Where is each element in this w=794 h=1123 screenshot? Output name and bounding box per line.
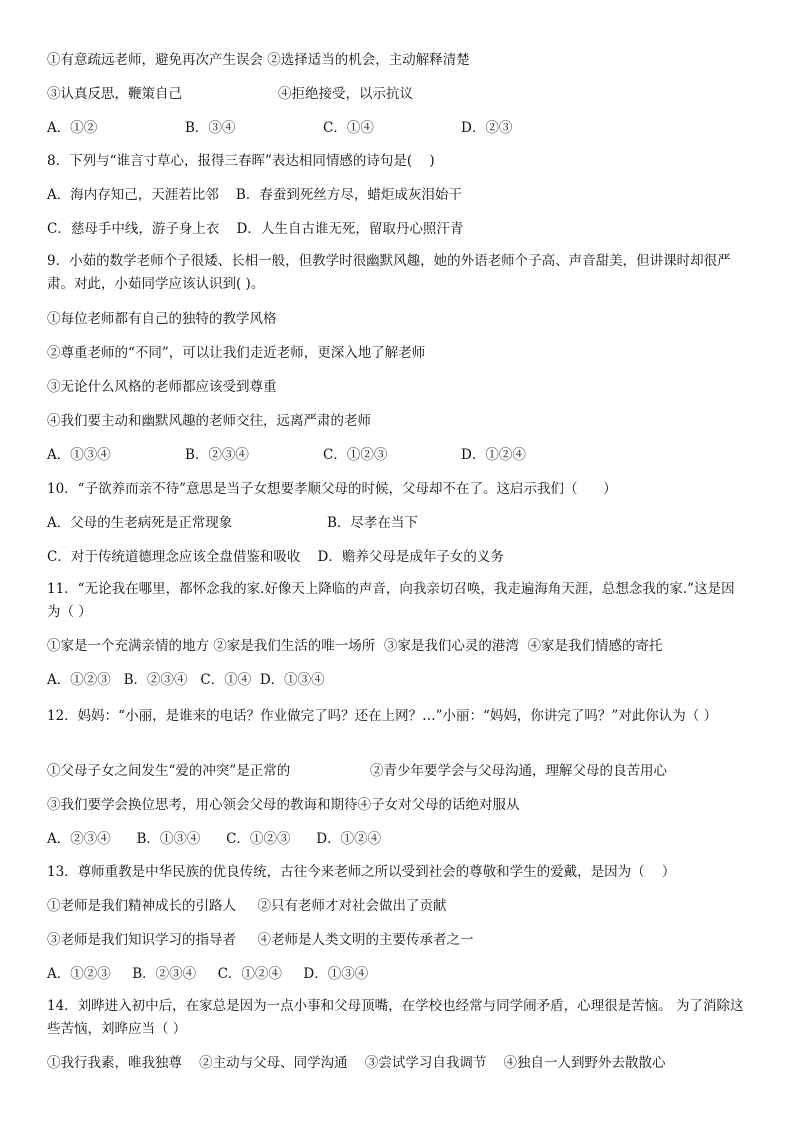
q13-stem: 13．尊师重教是中华民族的优良传统，古往今来老师之所以受到社会的尊敬和学生的爱戴，是因为（ ）: [47, 864, 676, 880]
q7-option-a: A．①②: [47, 120, 98, 136]
q13-statements-1-2: ①老师是我们精神成长的引路人 ②只有老师才对社会做出了贡献: [47, 898, 447, 914]
q8-options-cd: C．慈母手中线，游子身上衣 D．人生自古谁无死，留取丹心照汗青: [47, 221, 464, 237]
q14-stem: 14．刘晔进入初中后，在家总是因为一点小事和父母顶嘴，在学校也经常与同学闹矛盾，心理很是苦恼。 为了消除这些苦恼，刘晔应当（ ）: [47, 998, 744, 1037]
q12-options: A．②③④ B．①③④ C．①②③ D．①②④: [47, 831, 382, 847]
q9-statement-4: ④我们要主动和幽默风趣的老师交往，远离严肃的老师: [47, 413, 371, 429]
q12-statement-1: ①父母子女之间发生“爱的冲突”是正常的: [47, 763, 291, 779]
q9-option-c: C．①②③: [323, 447, 388, 463]
q9-statement-2: ②尊重老师的“不同”，可以让我们走近老师，更深入地了解老师: [47, 345, 426, 361]
q10-stem: 10．“子欲养而亲不待”意思是当子女想要孝顺父母的时候，父母却不在了。这启示我们（ ）: [47, 481, 617, 497]
q10-option-a: A．父母的生老病死是正常现象: [47, 515, 233, 531]
q9-option-a: A．①③④: [47, 447, 111, 463]
q14-statements: ①我行我素，唯我独尊 ②主动与父母、同学沟通 ③尝试学习自我调节 ④独自一人到野外去散散心: [47, 1055, 666, 1071]
q10-option-b: B．尽孝在当下: [327, 515, 418, 531]
q7-option-d: D．②③: [461, 120, 513, 136]
q12-statement-2: ②青少年要学会与父母沟通，理解父母的良苦用心: [370, 763, 667, 779]
q7-statements-1-2: ①有意疏远老师，避免再次产生误会 ②选择适当的机会，主动解释清楚: [47, 52, 470, 68]
q12-statements-3-4: ③我们要学会换位思考，用心领会父母的教诲和期待④子女对父母的话绝对服从: [47, 797, 520, 813]
q8-options-ab: A．海内存知己，天涯若比邻 B．春蚕到死丝方尽，蜡炬成灰泪始干: [47, 187, 462, 203]
q9-statement-1: ①每位老师都有自己的独特的教学风格: [47, 311, 277, 327]
q13-options: A．①②③ B．②③④ C．①②④ D．①③④: [47, 966, 369, 982]
q7-option-b: B．③④: [185, 120, 236, 136]
q9-option-b: B．②③④: [185, 447, 249, 463]
q9-stem: 9．小茹的数学老师个子很矮、长相一般，但教学时很幽默风趣，她的外语老师个子高、声音甜美，但讲课时却很严肃。对此，小茹同学应该认识到( )。: [47, 253, 731, 292]
q7-option-c: C．①④: [323, 120, 374, 136]
q8-stem: 8．下列与“谁言寸草心，报得三春晖”表达相同情感的诗句是( ): [47, 153, 435, 169]
q10-options-cd: C．对于传统道德理念应该全盘借鉴和吸收 D．赡养父母是成年子女的义务: [47, 549, 504, 565]
q7-statement-4: ④拒绝接受，以示抗议: [278, 86, 413, 102]
q11-statements: ①家是一个充满亲情的地方 ②家是我们生活的唯一场所 ③家是我们心灵的港湾 ④家是我们情感的寄托: [47, 638, 663, 654]
q9-option-d: D．①②④: [461, 447, 526, 463]
q11-stem: 11．“无论我在哪里，都怀念我的家.好像天上降临的声音，向我亲切召唤，我走遍海角天涯，总想念我的家.”这是因为（ ）: [47, 581, 735, 620]
q12-stem: 12．妈妈：“小丽，是谁来的电话？作业做完了吗？还在上网？…”小丽：“妈妈，你讲完了吗？”对此你认为（ ）: [47, 708, 718, 724]
q11-options: A．①②③ B．②③④ C．①④ D．①③④: [47, 672, 325, 688]
q9-statement-3: ③无论什么风格的老师都应该受到尊重: [47, 379, 277, 395]
q13-statements-3-4: ③老师是我们知识学习的指导者 ④老师是人类文明的主要传承者之一: [47, 932, 474, 948]
q7-statement-3: ③认真反思，鞭策自己: [47, 86, 182, 102]
